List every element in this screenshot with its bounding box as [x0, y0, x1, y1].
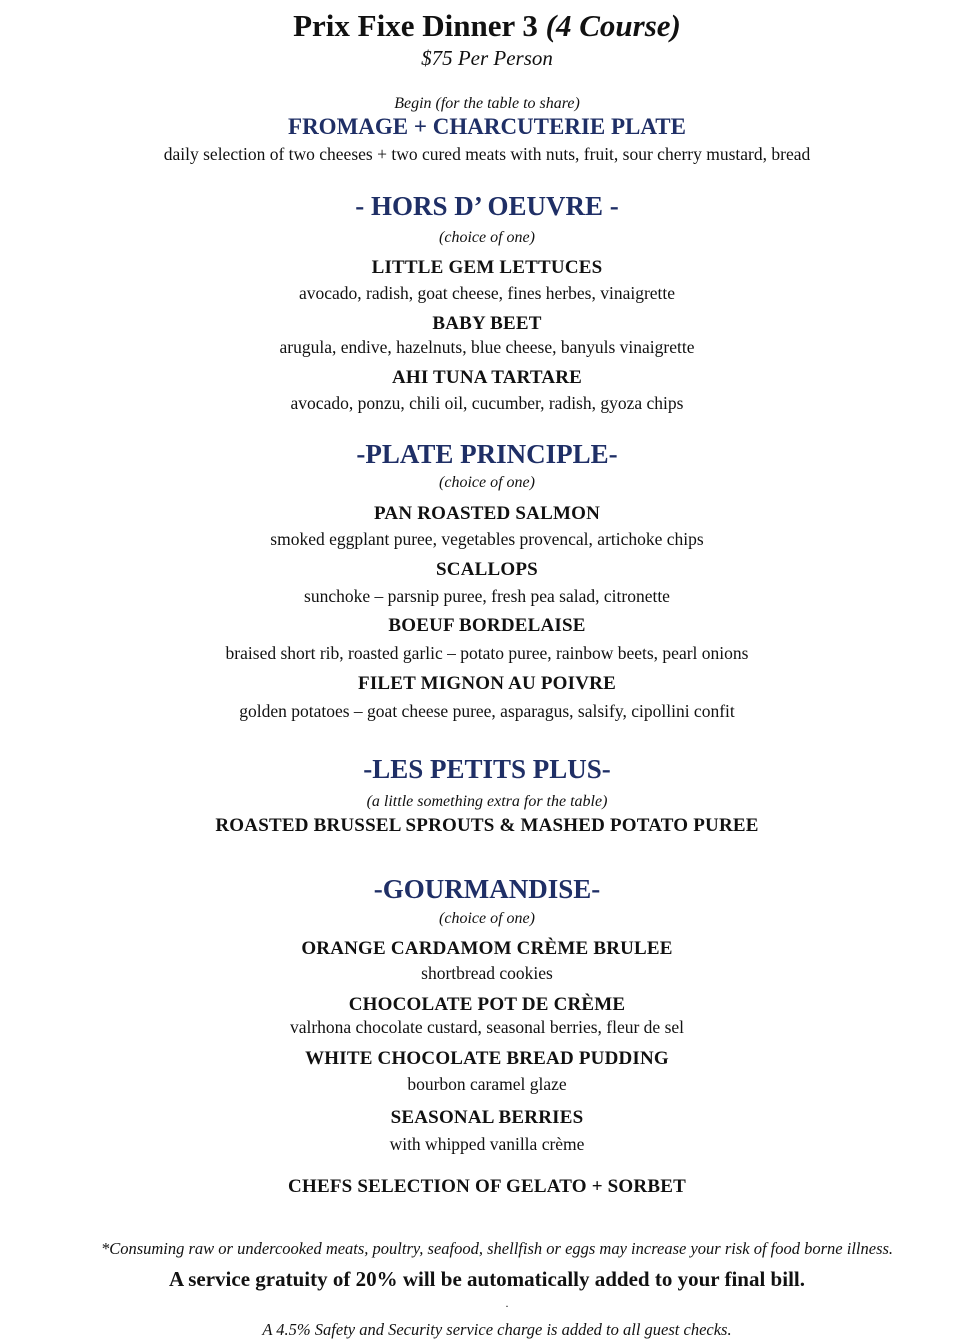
menu-item-name: CHOCOLATE POT DE CRÈME	[348, 994, 626, 1015]
menu-item-desc: smoked eggplant puree, vegetables provencal, artichoke chips	[270, 529, 704, 549]
menu-item-name: PAN ROASTED SALMON	[374, 503, 600, 524]
begin-note: Begin (for the table to share)	[394, 95, 580, 112]
gratuity-notice: A service gratuity of 20% will be automatically added to your final bill.	[168, 1267, 805, 1291]
menu-item-desc: bourbon caramel glaze	[407, 1074, 567, 1094]
menu-item-desc: valrhona chocolate custard, seasonal berries, fleur de sel	[289, 1017, 685, 1037]
menu-item-desc: avocado, radish, goat cheese, fines herbes, vinaigrette	[298, 283, 676, 303]
title-course: (4 Course)	[545, 8, 681, 43]
plate-note: (choice of one)	[439, 474, 535, 491]
hors-heading: - HORS D’ OEUVRE -	[355, 191, 619, 221]
petits-note: (a little something extra for the table)	[366, 793, 608, 810]
menu-item-name: ORANGE CARDAMOM CRÈME BRULEE	[301, 938, 673, 959]
menu-item-name: BOEUF BORDELAISE	[388, 615, 586, 636]
menu-item-name: FILET MIGNON AU POIVRE	[358, 673, 616, 694]
menu-item-name: SCALLOPS	[436, 559, 538, 580]
menu-item-name: WHITE CHOCOLATE BREAD PUDDING	[305, 1048, 669, 1069]
food-safety-disclaimer: *Consuming raw or undercooked meats, poultry, seafood, shellfish or eggs may increase your risk of food borne illness.	[100, 1239, 894, 1258]
menu-item-name: AHI TUNA TARTARE	[391, 367, 583, 388]
menu-item-desc: sunchoke – parsnip puree, fresh pea salad, citronette	[304, 586, 670, 606]
service-charge-notice: A 4.5% Safety and Security service charge is added to all guest checks.	[262, 1320, 732, 1339]
gourmandise-extra: CHEFS SELECTION OF GELATO + SORBET	[288, 1176, 686, 1197]
menu-item-desc: braised short rib, roasted garlic – potato puree, rainbow beets, pearl onions	[225, 643, 749, 663]
plate-heading: -PLATE PRINCIPLE-	[356, 439, 618, 469]
menu-item-desc: with whipped vanilla crème	[389, 1134, 585, 1154]
price-per-person: $75 Per Person	[421, 46, 553, 70]
menu-item-desc: golden potatoes – goat cheese puree, asparagus, salsify, cipollini confit	[239, 701, 735, 721]
menu-item-name: SEASONAL BERRIES	[390, 1107, 584, 1128]
title-main: Prix Fixe Dinner 3	[293, 8, 538, 43]
menu-item-name: LITTLE GEM LETTUCES	[371, 257, 603, 278]
menu-item-desc: avocado, ponzu, chili oil, cucumber, radish, gyoza chips	[290, 393, 684, 413]
page-title	[0, 8, 974, 44]
petits-item: ROASTED BRUSSEL SPROUTS & MASHED POTATO PUREE	[215, 815, 759, 836]
begin-desc: daily selection of two cheeses + two cured meats with nuts, fruit, sour cherry mustard, bread	[163, 144, 811, 164]
gourmandise-heading: -GOURMANDISE-	[373, 874, 601, 904]
menu-item-desc: arugula, endive, hazelnuts, blue cheese, banyuls vinaigrette	[279, 337, 695, 357]
begin-item: FROMAGE + CHARCUTERIE PLATE	[288, 114, 686, 139]
menu-item-desc: shortbread cookies	[421, 963, 553, 983]
menu-item-name: BABY BEET	[432, 313, 542, 334]
footer-dot: .	[505, 1296, 509, 1310]
petits-heading: -LES PETITS PLUS-	[363, 754, 611, 784]
hors-note: (choice of one)	[439, 229, 535, 246]
gourmandise-note: (choice of one)	[439, 910, 535, 927]
